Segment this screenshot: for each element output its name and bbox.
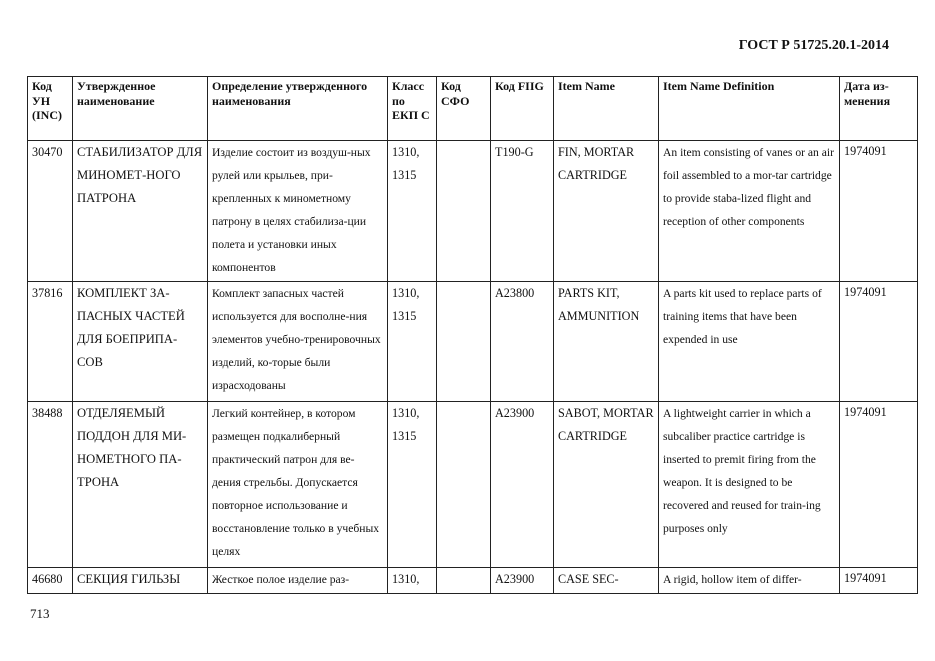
col-header-definition-ru: Определение утвержденного наименования — [208, 77, 388, 141]
cell-item-def: An item consisting of vanes or an air foil assembled to a mor-tar cartridge to provide staba-lized flight and reception of other components — [659, 141, 840, 282]
cell-date: 1974091 — [840, 402, 918, 568]
table-row — [28, 568, 918, 594]
cell-fiig: T190-G — [491, 141, 554, 282]
cell-item-def: A rigid, hollow item of differ- — [659, 568, 840, 594]
table-header-row — [28, 77, 918, 141]
cell-name-ru: СЕКЦИЯ ГИЛЬЗЫ — [73, 568, 208, 594]
cell-item-name: FIN, MORTAR CARTRIDGE — [554, 141, 659, 282]
cell-name-ru: СТАБИЛИЗАТОР ДЛЯ МИНОМЕТ-НОГО ПАТРОНА — [73, 141, 208, 282]
table-row — [28, 282, 918, 402]
cell-item-def: A lightweight carrier in which a subcaliber practice cartridge is inserted to premit firing from the weapon. It is designed to be recovered and reused for train-ing purposes only — [659, 402, 840, 568]
cell-definition-ru: Комплект запасных частей используется для восполне-ния элементов учебно-тренировочных изделий, ко-торые были израсходованы — [208, 282, 388, 402]
cell-name-ru: ОТДЕЛЯЕМЫЙ ПОДДОН ДЛЯ МИ-НОМЕТНОГО ПА-ТРОНА — [73, 402, 208, 568]
col-header-name-ru: Утвержденное наименование — [73, 77, 208, 141]
col-header-item-def: Item Name Definition — [659, 77, 840, 141]
cell-date: 1974091 — [840, 141, 918, 282]
cell-item-name: PARTS KIT, AMMUNITION — [554, 282, 659, 402]
cell-name-ru: КОМПЛЕКТ ЗА-ПАСНЫХ ЧАСТЕЙ ДЛЯ БОЕПРИПА-СОВ — [73, 282, 208, 402]
cell-sfo — [437, 402, 491, 568]
table-row — [28, 402, 918, 568]
cell-date: 1974091 — [840, 282, 918, 402]
catalog-table — [27, 76, 918, 594]
table-row — [28, 141, 918, 282]
col-header-class: Класс по ЕКП С — [388, 77, 437, 141]
cell-code: 38488 — [28, 402, 73, 568]
col-header-fiig: Код FIIG — [491, 77, 554, 141]
cell-class: 1310, 1315 — [388, 402, 437, 568]
document-number: ГОСТ Р 51725.20.1-2014 — [738, 38, 889, 53]
cell-code: 37816 — [28, 282, 73, 402]
col-header-date: Дата из-менения — [840, 77, 918, 141]
cell-item-name: SABOT, MORTAR CARTRIDGE — [554, 402, 659, 568]
cell-definition-ru: Жесткое полое изделие раз- — [208, 568, 388, 594]
cell-sfo — [437, 568, 491, 594]
page-number: 713 — [30, 606, 50, 621]
cell-definition-ru: Легкий контейнер, в котором размещен подкалиберный практический патрон для ве-дения стрельбы. Допускается повторное использование и восстановление только в учебных целях — [208, 402, 388, 568]
cell-sfo — [437, 141, 491, 282]
cell-code: 30470 — [28, 141, 73, 282]
cell-class: 1310, 1315 — [388, 141, 437, 282]
col-header-code: Код УН (INC) — [28, 77, 73, 141]
cell-class: 1310, — [388, 568, 437, 594]
cell-code: 46680 — [28, 568, 73, 594]
cell-definition-ru: Изделие состоит из воздуш-ных рулей или крыльев, при-крепленных к минометному патрону в целях стабилиза-ции полета и установки иных компонентов — [208, 141, 388, 282]
col-header-sfo: Код СФО — [437, 77, 491, 141]
cell-item-name: CASE SEC- — [554, 568, 659, 594]
col-header-item-name: Item Name — [554, 77, 659, 141]
cell-fiig: A23900 — [491, 568, 554, 594]
cell-item-def: A parts kit used to replace parts of training items that have been expended in use — [659, 282, 840, 402]
cell-date: 1974091 — [840, 568, 918, 594]
cell-class: 1310, 1315 — [388, 282, 437, 402]
cell-fiig: A23800 — [491, 282, 554, 402]
cell-fiig: A23900 — [491, 402, 554, 568]
cell-sfo — [437, 282, 491, 402]
